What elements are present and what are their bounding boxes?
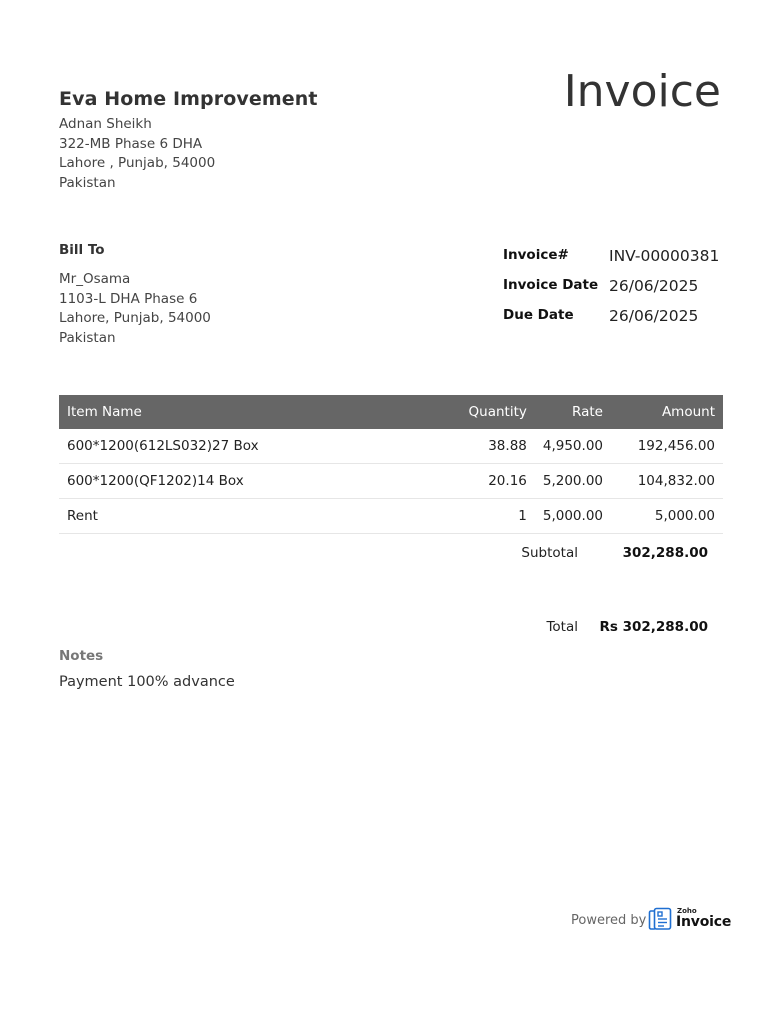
row-amount: 104,832.00 bbox=[611, 464, 723, 499]
bill-to-name: Mr_Osama bbox=[59, 271, 131, 287]
from-contact-name: Adnan Sheikh bbox=[59, 116, 152, 132]
bill-to-address-line: 1103-L DHA Phase 6 bbox=[59, 291, 198, 307]
company-name: Eva Home Improvement bbox=[59, 88, 318, 110]
due-date-value: 26/06/2025 bbox=[609, 307, 699, 325]
from-address-line: 322-MB Phase 6 DHA bbox=[59, 136, 203, 152]
table-row bbox=[59, 499, 723, 534]
zoho-invoice-logo-icon bbox=[648, 907, 672, 931]
header-rate: Rate bbox=[572, 404, 603, 420]
row-quantity: 38.88 bbox=[445, 429, 535, 464]
row-rate: 5,200.00 bbox=[535, 464, 611, 499]
row-rate: 5,000.00 bbox=[535, 499, 611, 534]
notes-label: Notes bbox=[59, 648, 104, 664]
logo-brand-big: Invoice bbox=[676, 914, 732, 930]
total-label: Total bbox=[546, 619, 578, 635]
invoice-date-value: 26/06/2025 bbox=[609, 277, 699, 295]
invoice-number-value: INV-00000381 bbox=[609, 247, 720, 265]
table-row bbox=[59, 429, 723, 464]
from-country: Pakistan bbox=[59, 175, 116, 191]
row-item-name: 600*1200(612LS032)27 Box bbox=[59, 429, 445, 464]
invoice-number-label: Invoice# bbox=[503, 247, 569, 263]
subtotal-value: 302,288.00 bbox=[622, 545, 708, 561]
row-amount: 192,456.00 bbox=[611, 429, 723, 464]
header-amount: Amount bbox=[661, 404, 715, 420]
row-rate: 4,950.00 bbox=[535, 429, 611, 464]
invoice-date-label: Invoice Date bbox=[503, 277, 599, 293]
total-value: Rs 302,288.00 bbox=[599, 619, 708, 635]
items-table bbox=[59, 395, 723, 534]
notes-text: Payment 100% advance bbox=[59, 674, 235, 690]
bill-to-country: Pakistan bbox=[59, 330, 116, 346]
bill-to-city-line: Lahore, Punjab, 54000 bbox=[59, 310, 211, 326]
due-date-label: Due Date bbox=[503, 307, 574, 323]
row-quantity: 20.16 bbox=[445, 464, 535, 499]
row-item-name: Rent bbox=[59, 499, 445, 534]
header-item-name: Item Name bbox=[67, 404, 142, 420]
row-amount: 5,000.00 bbox=[611, 499, 723, 534]
powered-by-text: Powered by bbox=[571, 913, 647, 928]
bill-to-label: Bill To bbox=[59, 242, 105, 258]
header-quantity: Quantity bbox=[468, 404, 527, 420]
from-city-line: Lahore , Punjab, 54000 bbox=[59, 155, 216, 171]
table-header-row bbox=[59, 395, 723, 429]
row-item-name: 600*1200(QF1202)14 Box bbox=[59, 464, 445, 499]
table-row bbox=[59, 464, 723, 499]
row-quantity: 1 bbox=[445, 499, 535, 534]
logo-brand-small: Zoho bbox=[677, 907, 697, 915]
subtotal-label: Subtotal bbox=[521, 545, 578, 561]
document-title: Invoice bbox=[563, 66, 721, 117]
